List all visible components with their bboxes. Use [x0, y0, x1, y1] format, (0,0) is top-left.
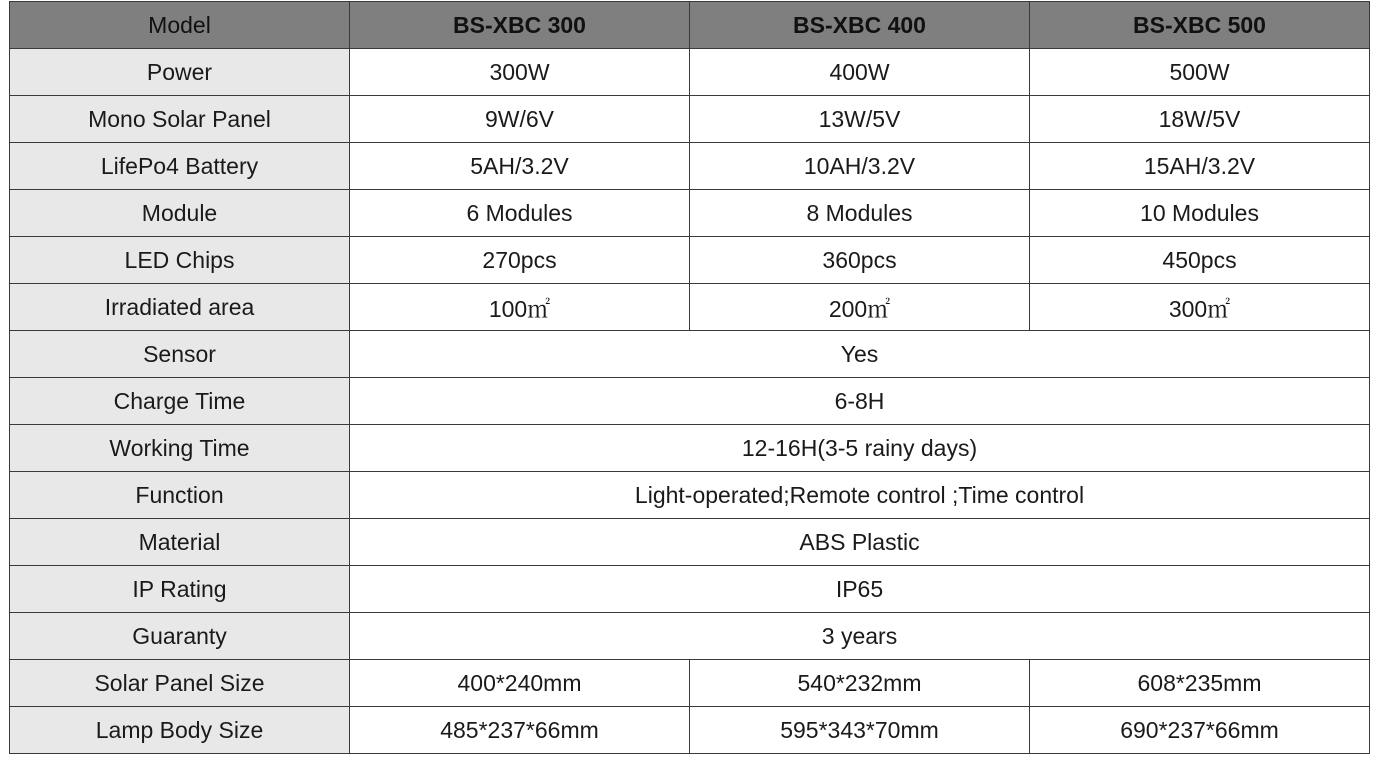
value-cell: 595*343*70mm [690, 707, 1030, 754]
row-label-cell: LifePo4 Battery [10, 143, 350, 190]
table-row [10, 331, 1370, 378]
row-label-cell: Module [10, 190, 350, 237]
table-row [10, 190, 1370, 237]
row-label-cell: Lamp Body Size [10, 707, 350, 754]
value-cell: 500W [1030, 49, 1370, 96]
row-label-cell: Charge Time [10, 378, 350, 425]
merged-value-cell: IP65 [350, 566, 1370, 613]
header-model-cell: BS-XBC 500 [1030, 2, 1370, 49]
merged-value-cell: Light-operated;Remote control ;Time control [350, 472, 1370, 519]
table-row [10, 660, 1370, 707]
value-cell: 6 Modules [350, 190, 690, 237]
row-label-cell: LED Chips [10, 237, 350, 284]
value-cell: 18W/5V [1030, 96, 1370, 143]
table-row [10, 49, 1370, 96]
value-cell: 9W/6V [350, 96, 690, 143]
value-cell: 690*237*66mm [1030, 707, 1370, 754]
table-row [10, 519, 1370, 566]
row-label-cell: IP Rating [10, 566, 350, 613]
header-model-cell: BS-XBC 400 [690, 2, 1030, 49]
table-row [10, 425, 1370, 472]
merged-value-cell: Yes [350, 331, 1370, 378]
table-row [10, 237, 1370, 284]
row-label-cell: Power [10, 49, 350, 96]
table-row [10, 96, 1370, 143]
value-cell: 300㎡ [1030, 284, 1370, 331]
value-cell: 540*232mm [690, 660, 1030, 707]
value-cell: 10AH/3.2V [690, 143, 1030, 190]
value-cell: 15AH/3.2V [1030, 143, 1370, 190]
row-label-cell: Mono Solar Panel [10, 96, 350, 143]
header-label-cell: Model [10, 2, 350, 49]
merged-value-cell: 12-16H(3-5 rainy days) [350, 425, 1370, 472]
value-cell: 400W [690, 49, 1030, 96]
table-row [10, 566, 1370, 613]
merged-value-cell: 3 years [350, 613, 1370, 660]
row-label-cell: Function [10, 472, 350, 519]
table-row [10, 472, 1370, 519]
value-cell: 450pcs [1030, 237, 1370, 284]
merged-value-cell: ABS Plastic [350, 519, 1370, 566]
value-cell: 13W/5V [690, 96, 1030, 143]
value-cell: 5AH/3.2V [350, 143, 690, 190]
spec-table [9, 1, 1370, 754]
header-model-cell: BS-XBC 300 [350, 2, 690, 49]
row-label-cell: Material [10, 519, 350, 566]
merged-value-cell: 6-8H [350, 378, 1370, 425]
value-cell: 300W [350, 49, 690, 96]
value-cell: 270pcs [350, 237, 690, 284]
row-label-cell: Solar Panel Size [10, 660, 350, 707]
value-cell: 200㎡ [690, 284, 1030, 331]
header-row [10, 2, 1370, 49]
value-cell: 10 Modules [1030, 190, 1370, 237]
value-cell: 400*240mm [350, 660, 690, 707]
table-row [10, 613, 1370, 660]
row-label-cell: Irradiated area [10, 284, 350, 331]
value-cell: 360pcs [690, 237, 1030, 284]
value-cell: 608*235mm [1030, 660, 1370, 707]
table-row [10, 707, 1370, 754]
table-row [10, 284, 1370, 331]
value-cell: 485*237*66mm [350, 707, 690, 754]
value-cell: 100㎡ [350, 284, 690, 331]
row-label-cell: Working Time [10, 425, 350, 472]
table-row [10, 378, 1370, 425]
row-label-cell: Guaranty [10, 613, 350, 660]
table-row [10, 143, 1370, 190]
value-cell: 8 Modules [690, 190, 1030, 237]
row-label-cell: Sensor [10, 331, 350, 378]
